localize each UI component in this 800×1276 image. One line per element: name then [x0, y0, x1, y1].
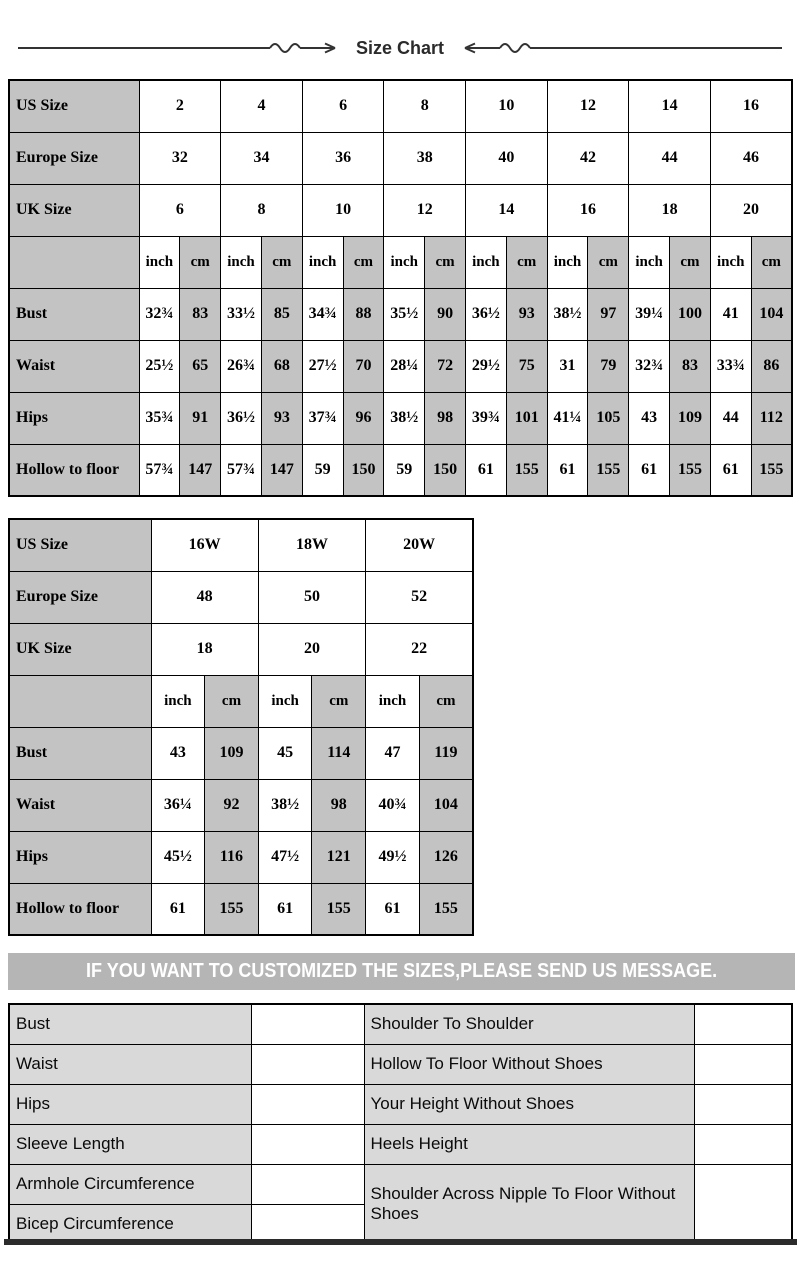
unit-inch-header: inch	[384, 236, 425, 288]
bottom-divider	[4, 1239, 797, 1245]
plus-size-table	[8, 518, 474, 936]
unit-cm-header: cm	[180, 236, 221, 288]
form-label: Your Height Without Shoes	[364, 1084, 694, 1124]
inch-value: 59	[302, 444, 343, 496]
cm-value: 83	[180, 288, 221, 340]
cm-value: 119	[419, 727, 473, 779]
size-value: 40	[466, 132, 548, 184]
unit-inch-header: inch	[139, 236, 180, 288]
form-value-cell	[694, 1124, 792, 1164]
cm-value: 104	[751, 288, 792, 340]
main-size-table	[8, 79, 793, 497]
cm-value: 105	[588, 392, 629, 444]
cm-value: 86	[751, 340, 792, 392]
row-label: Bust	[9, 288, 139, 340]
cm-value: 126	[419, 831, 473, 883]
inch-value: 61	[547, 444, 588, 496]
cm-value: 96	[343, 392, 384, 444]
cm-value: 150	[343, 444, 384, 496]
cm-value: 155	[751, 444, 792, 496]
unit-cm-header: cm	[670, 236, 711, 288]
cm-value: 147	[261, 444, 302, 496]
unit-inch-header: inch	[151, 675, 205, 727]
cm-value: 90	[425, 288, 466, 340]
row-label: Waist	[9, 340, 139, 392]
cm-value: 85	[261, 288, 302, 340]
cm-value: 93	[261, 392, 302, 444]
inch-value: 61	[151, 883, 205, 935]
inch-value: 29½	[466, 340, 507, 392]
inch-value: 32¾	[629, 340, 670, 392]
cm-value: 155	[419, 883, 473, 935]
unit-cm-header: cm	[751, 236, 792, 288]
cm-value: 72	[425, 340, 466, 392]
row-label: UK Size	[9, 623, 151, 675]
inch-value: 61	[629, 444, 670, 496]
cm-value: 98	[312, 779, 366, 831]
inch-value: 44	[710, 392, 751, 444]
row-label: Hollow to floor	[9, 444, 139, 496]
form-value-cell	[251, 1124, 364, 1164]
size-value: 32	[139, 132, 221, 184]
inch-value: 36½	[466, 288, 507, 340]
form-label: Bicep Circumference	[9, 1204, 251, 1244]
inch-value: 45	[258, 727, 312, 779]
cm-value: 147	[180, 444, 221, 496]
cm-value: 150	[425, 444, 466, 496]
inch-value: 57¾	[221, 444, 262, 496]
size-value: 10	[466, 80, 548, 132]
cm-value: 101	[506, 392, 547, 444]
inch-value: 38½	[384, 392, 425, 444]
inch-value: 40¾	[366, 779, 420, 831]
form-value-cell	[694, 1044, 792, 1084]
row-label: Hips	[9, 831, 151, 883]
inch-value: 36¼	[151, 779, 205, 831]
form-value-cell	[251, 1164, 364, 1204]
row-label: US Size	[9, 80, 139, 132]
inch-value: 34¾	[302, 288, 343, 340]
size-value: 8	[221, 184, 303, 236]
measurement-form-table	[8, 1003, 793, 1245]
size-value: 18W	[258, 519, 365, 571]
size-value: 6	[302, 80, 384, 132]
inch-value: 36½	[221, 392, 262, 444]
size-value: 42	[547, 132, 629, 184]
form-value-cell	[694, 1164, 792, 1244]
cm-value: 92	[205, 779, 259, 831]
unit-header-corner	[9, 236, 139, 288]
row-label: Europe Size	[9, 571, 151, 623]
inch-value: 57¾	[139, 444, 180, 496]
form-value-cell	[251, 1204, 364, 1244]
cm-value: 109	[205, 727, 259, 779]
unit-cm-header: cm	[588, 236, 629, 288]
inch-value: 47½	[258, 831, 312, 883]
size-value: 6	[139, 184, 221, 236]
inch-value: 38½	[258, 779, 312, 831]
unit-cm-header: cm	[419, 675, 473, 727]
form-label: Shoulder To Shoulder	[364, 1004, 694, 1044]
inch-value: 45½	[151, 831, 205, 883]
size-value: 16W	[151, 519, 258, 571]
cm-value: 65	[180, 340, 221, 392]
row-label: Hips	[9, 392, 139, 444]
cm-value: 104	[419, 779, 473, 831]
size-value: 12	[384, 184, 466, 236]
inch-value: 47	[366, 727, 420, 779]
unit-cm-header: cm	[506, 236, 547, 288]
form-label: Heels Height	[364, 1124, 694, 1164]
inch-value: 38½	[547, 288, 588, 340]
size-value: 12	[547, 80, 629, 132]
inch-value: 61	[258, 883, 312, 935]
cm-value: 91	[180, 392, 221, 444]
unit-inch-header: inch	[221, 236, 262, 288]
size-value: 34	[221, 132, 303, 184]
size-value: 22	[366, 623, 473, 675]
inch-value: 31	[547, 340, 588, 392]
size-value: 20	[710, 184, 792, 236]
size-value: 14	[466, 184, 548, 236]
inch-value: 43	[151, 727, 205, 779]
size-value: 48	[151, 571, 258, 623]
inch-value: 26¾	[221, 340, 262, 392]
inch-value: 59	[384, 444, 425, 496]
size-value: 2	[139, 80, 221, 132]
cm-value: 155	[205, 883, 259, 935]
size-value: 46	[710, 132, 792, 184]
unit-inch-header: inch	[547, 236, 588, 288]
form-label: Shoulder Across Nipple To Floor Without Shoes	[364, 1164, 694, 1244]
customize-banner-text: IF YOU WANT TO CUSTOMIZED THE SIZES,PLEASE SEND US MESSAGE.	[85, 960, 718, 982]
unit-cm-header: cm	[261, 236, 302, 288]
cm-value: 155	[588, 444, 629, 496]
inch-value: 43	[629, 392, 670, 444]
inch-value: 33¾	[710, 340, 751, 392]
cm-value: 155	[670, 444, 711, 496]
page-title: Size Chart	[355, 37, 445, 58]
size-value: 16	[710, 80, 792, 132]
cm-value: 155	[506, 444, 547, 496]
row-label: Waist	[9, 779, 151, 831]
size-value: 18	[629, 184, 711, 236]
form-value-cell	[251, 1004, 364, 1044]
row-label: Hollow to floor	[9, 883, 151, 935]
form-value-cell	[694, 1004, 792, 1044]
cm-value: 93	[506, 288, 547, 340]
inch-value: 41¼	[547, 392, 588, 444]
unit-inch-header: inch	[629, 236, 670, 288]
cm-value: 114	[312, 727, 366, 779]
cm-value: 109	[670, 392, 711, 444]
unit-inch-header: inch	[258, 675, 312, 727]
row-label: UK Size	[9, 184, 139, 236]
left-arrow-line-icon	[18, 39, 340, 57]
unit-inch-header: inch	[302, 236, 343, 288]
inch-value: 61	[366, 883, 420, 935]
cm-value: 116	[205, 831, 259, 883]
cm-value: 68	[261, 340, 302, 392]
form-value-cell	[251, 1044, 364, 1084]
size-value: 44	[629, 132, 711, 184]
inch-value: 37¾	[302, 392, 343, 444]
form-label: Waist	[9, 1044, 251, 1084]
cm-value: 100	[670, 288, 711, 340]
unit-inch-header: inch	[466, 236, 507, 288]
cm-value: 75	[506, 340, 547, 392]
cm-value: 97	[588, 288, 629, 340]
form-value-cell	[251, 1084, 364, 1124]
size-value: 38	[384, 132, 466, 184]
inch-value: 61	[466, 444, 507, 496]
inch-value: 49½	[366, 831, 420, 883]
form-label: Sleeve Length	[9, 1124, 251, 1164]
size-value: 10	[302, 184, 384, 236]
inch-value: 32¾	[139, 288, 180, 340]
unit-cm-header: cm	[205, 675, 259, 727]
cm-value: 121	[312, 831, 366, 883]
unit-cm-header: cm	[343, 236, 384, 288]
cm-value: 70	[343, 340, 384, 392]
inch-value: 33½	[221, 288, 262, 340]
inch-value: 39¼	[629, 288, 670, 340]
row-label: US Size	[9, 519, 151, 571]
size-value: 4	[221, 80, 303, 132]
cm-value: 88	[343, 288, 384, 340]
cm-value: 79	[588, 340, 629, 392]
row-label: Bust	[9, 727, 151, 779]
size-value: 20	[258, 623, 365, 675]
right-arrow-line-icon	[460, 39, 782, 57]
size-value: 52	[366, 571, 473, 623]
size-chart-header	[0, 36, 800, 60]
size-value: 8	[384, 80, 466, 132]
size-value: 14	[629, 80, 711, 132]
inch-value: 35¾	[139, 392, 180, 444]
form-label: Hips	[9, 1084, 251, 1124]
unit-cm-header: cm	[312, 675, 366, 727]
size-value: 16	[547, 184, 629, 236]
form-label: Armhole Circumference	[9, 1164, 251, 1204]
cm-value: 98	[425, 392, 466, 444]
inch-value: 25½	[139, 340, 180, 392]
size-value: 36	[302, 132, 384, 184]
form-value-cell	[694, 1084, 792, 1124]
unit-inch-header: inch	[710, 236, 751, 288]
form-label: Hollow To Floor Without Shoes	[364, 1044, 694, 1084]
row-label: Europe Size	[9, 132, 139, 184]
inch-value: 27½	[302, 340, 343, 392]
inch-value: 35½	[384, 288, 425, 340]
form-label: Bust	[9, 1004, 251, 1044]
cm-value: 83	[670, 340, 711, 392]
size-value: 18	[151, 623, 258, 675]
inch-value: 41	[710, 288, 751, 340]
inch-value: 61	[710, 444, 751, 496]
unit-cm-header: cm	[425, 236, 466, 288]
cm-value: 155	[312, 883, 366, 935]
customize-banner	[8, 953, 795, 990]
inch-value: 39¾	[466, 392, 507, 444]
size-value: 50	[258, 571, 365, 623]
cm-value: 112	[751, 392, 792, 444]
inch-value: 28¼	[384, 340, 425, 392]
unit-inch-header: inch	[366, 675, 420, 727]
size-value: 20W	[366, 519, 473, 571]
unit-header-corner	[9, 675, 151, 727]
